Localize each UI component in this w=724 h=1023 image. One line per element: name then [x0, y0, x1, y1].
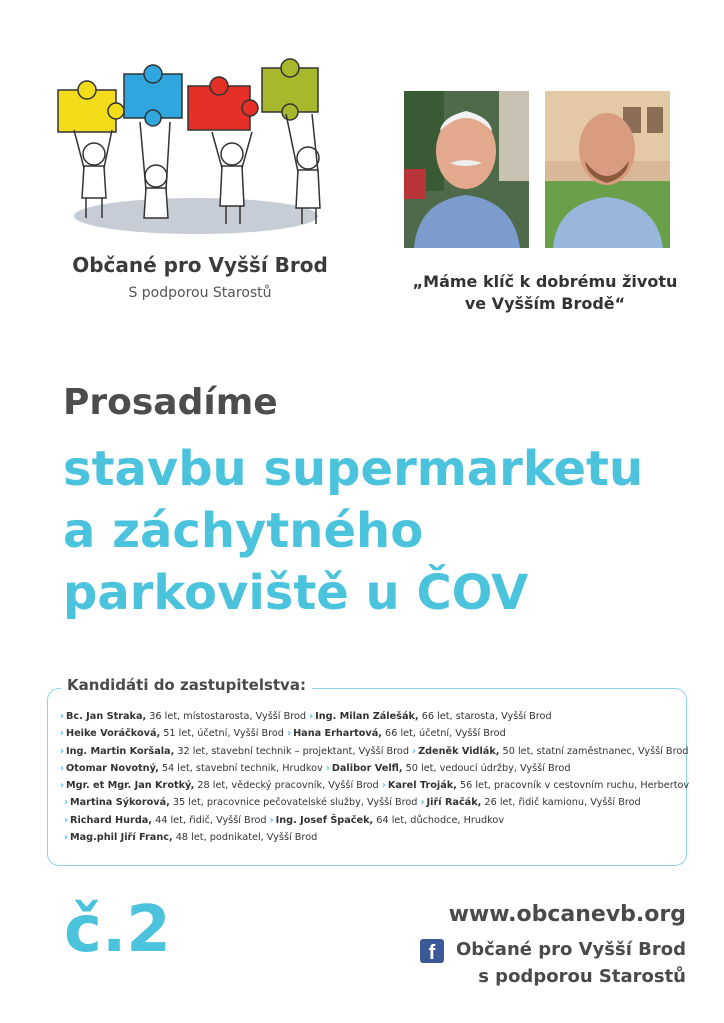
candidate-name: Heike Voráčková, [66, 728, 161, 740]
candidate-photo-2 [545, 91, 670, 248]
chevron-right-icon: › [64, 814, 68, 826]
candidate-name: Jiří Račák, [426, 797, 482, 809]
candidate-name: Ing. Martin Koršala, [66, 745, 175, 757]
candidate-info: 48 let, podnikatel, Vyšší Brod [172, 832, 318, 844]
candidate-info: 66 let, starosta, Vyšší Brod [418, 711, 552, 722]
candidate-name: Richard Hurda, [70, 814, 152, 826]
candidate-name: Otomar Novotný, [66, 762, 159, 774]
candidate-name: Zdeněk Vidlák, [418, 745, 500, 757]
candidate-name: Bc. Jan Straka, [66, 711, 147, 722]
chevron-right-icon: › [60, 711, 64, 722]
candidate-info: 51 let, účetní, Vyšší Brod [160, 728, 284, 740]
chevron-right-icon: › [269, 814, 274, 826]
candidate-info: 54 let, stavební technik, Hrudkov [158, 762, 323, 774]
list-item [60, 708, 690, 725]
candidates-list [60, 708, 690, 846]
chevron-right-icon: › [420, 797, 425, 809]
candidate-info: 35 let, pracovnice pečovatelské služby, Vyšší Brod [169, 797, 418, 809]
puzzle-red-icon [188, 77, 258, 130]
list-item [60, 725, 690, 742]
list-item [60, 743, 690, 760]
slogan-quote [400, 271, 690, 316]
puzzle-yellow-icon [58, 81, 124, 132]
puzzle-people-logo [46, 58, 346, 238]
chevron-right-icon: › [60, 745, 64, 757]
candidate-name: Hana Erhartová, [293, 728, 382, 740]
candidate-info: 50 let, vedoucí údržby, Vyšší Brod [402, 762, 571, 774]
candidate-name: Dalibor Velfl, [331, 762, 403, 774]
candidates-title: Kandidáti do zastupitelstva: [61, 676, 312, 694]
facebook-icon[interactable]: f [420, 939, 444, 963]
chevron-right-icon: › [64, 832, 68, 844]
puzzle-green-icon [262, 59, 318, 120]
org-name: Občané pro Vyšší Brod [72, 253, 328, 277]
chevron-right-icon: › [64, 797, 68, 809]
candidate-info: 64 let, důchodce, Hrudkov [373, 814, 505, 826]
chevron-right-icon: › [309, 711, 314, 722]
facebook-page-name[interactable]: Občané pro Vyšší Brod [455, 939, 686, 960]
candidate-name: Martina Sýkorová, [70, 797, 170, 809]
list-item [60, 777, 690, 794]
puzzle-blue-icon [124, 65, 182, 126]
website-link[interactable]: www.obcanevb.org [448, 902, 686, 927]
candidate-info: 44 let, řidič, Vyšší Brod [151, 814, 267, 826]
quote-line-1: „Máme klíč k dobrému životu [412, 272, 678, 291]
candidate-info: 56 let, pracovník v cestovním ruchu, Herbertov [456, 780, 690, 792]
candidate-photo-1 [404, 91, 529, 248]
quote-line-2: ve Vyšším Brodě“ [464, 294, 626, 314]
list-item [60, 794, 690, 811]
list-item [60, 760, 690, 777]
facebook-page-subtitle: s podporou Starostů [478, 966, 686, 987]
candidate-info: 28 let, vědecký pracovník, Vyšší Brod [194, 780, 379, 792]
candidate-name: Ing. Milan Zálešák, [315, 711, 419, 722]
candidate-name: Karel Troják, [387, 780, 457, 792]
candidate-name: Ing. Josef Špaček, [275, 814, 374, 826]
org-subtitle: S podporou Starostů [128, 285, 272, 301]
candidate-info: 26 let, řidič kamionu, Vyšší Brod [481, 797, 641, 809]
headline-line-1: stavbu supermarketu [63, 441, 644, 497]
ballot-number: č.2 [64, 893, 171, 967]
chevron-right-icon: › [412, 745, 417, 757]
candidate-info: 50 let, statní zaměstnanec, Vyšší Brod [499, 745, 689, 757]
candidate-name: Mag.phil Jiří Franc, [70, 832, 173, 844]
headline-lead: Prosadíme [63, 382, 278, 423]
list-item [60, 829, 690, 846]
headline-line-2: a záchytného [63, 503, 424, 559]
chevron-right-icon: › [60, 728, 64, 740]
chevron-right-icon: › [60, 780, 64, 792]
chevron-right-icon: › [325, 762, 330, 774]
candidate-info: 32 let, stavební technik – projektant, Vyšší Brod [174, 745, 409, 757]
candidate-info: 66 let, účetní, Vyšší Brod [381, 728, 506, 740]
headline-line-3: parkoviště u ČOV [63, 565, 529, 621]
headline-main [63, 438, 723, 624]
list-item [60, 812, 690, 829]
chevron-right-icon: › [381, 780, 386, 792]
chevron-right-icon: › [60, 762, 64, 774]
candidate-name: Mgr. et Mgr. Jan Krotký, [66, 780, 195, 792]
logo-shadow [74, 198, 318, 234]
candidate-info: 36 let, místostarosta, Vyšší Brod [146, 711, 307, 722]
chevron-right-icon: › [287, 728, 292, 740]
